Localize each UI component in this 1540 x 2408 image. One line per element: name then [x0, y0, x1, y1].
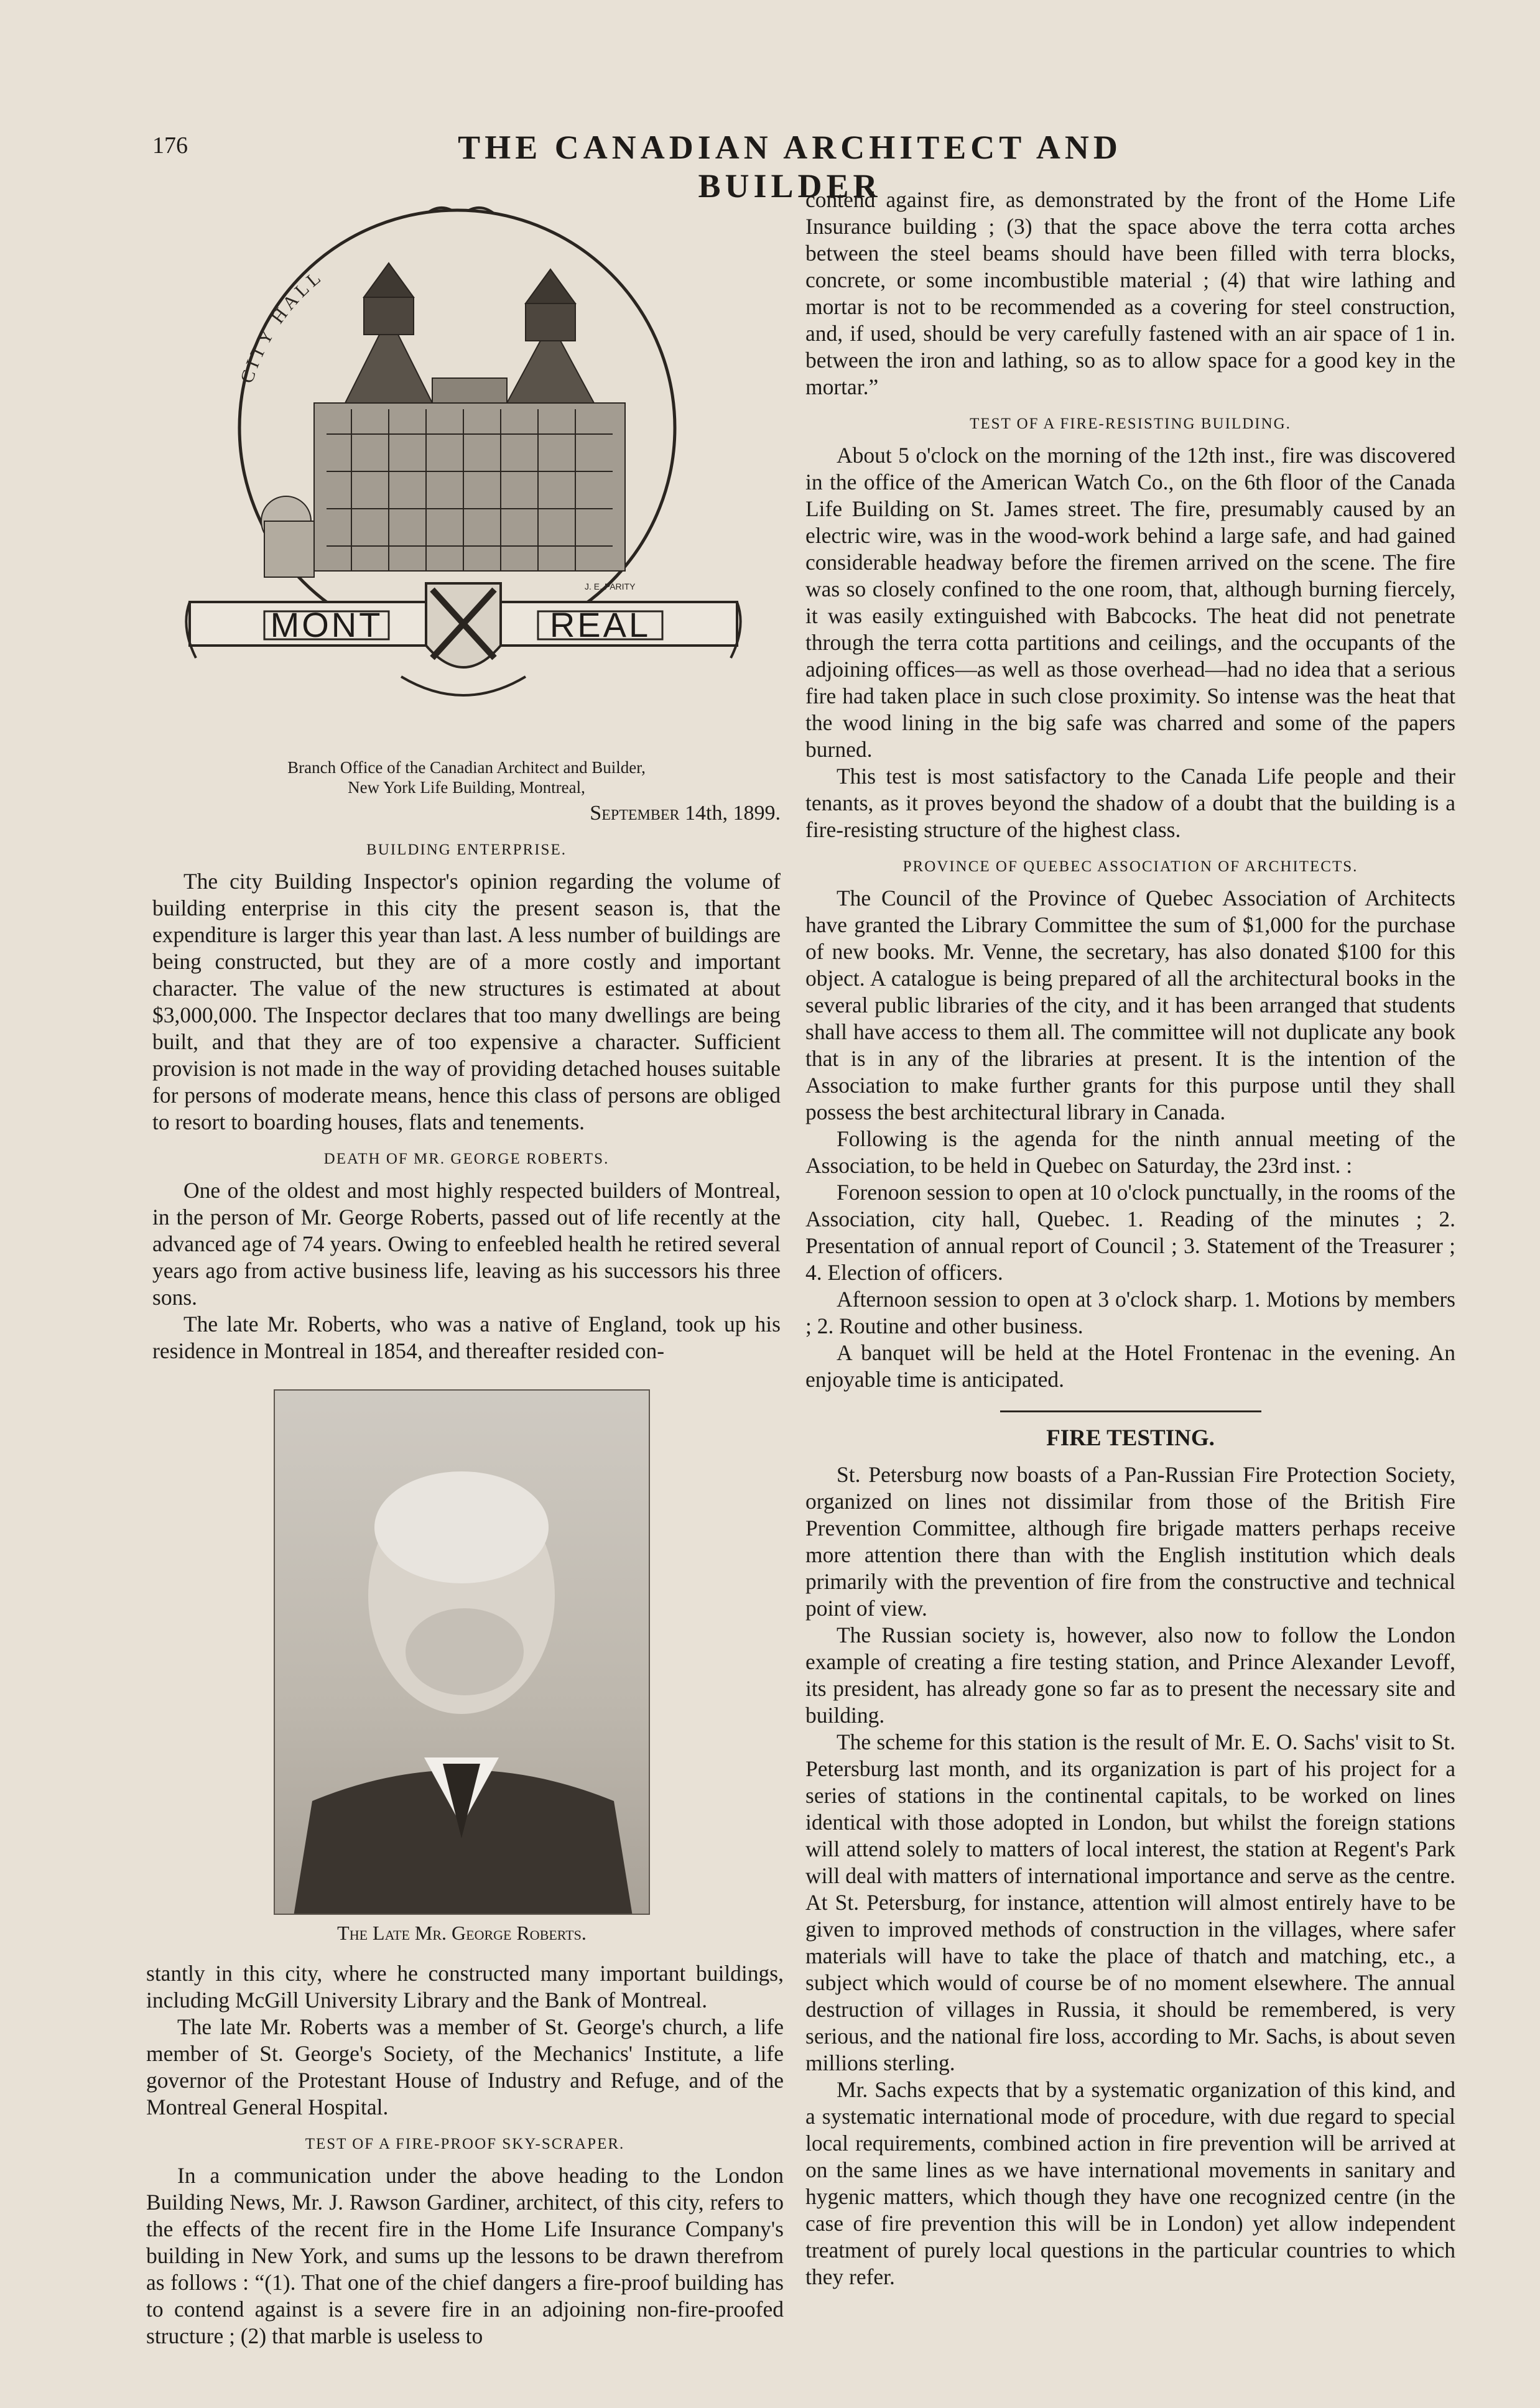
branch-office-caption-line1: Branch Office of the Canadian Architect and Builder,: [287, 758, 646, 777]
heading-fire-testing: FIRE TESTING.: [1046, 1425, 1215, 1451]
heading-quebec-association: PROVINCE OF QUEBEC ASSOCIATION OF ARCHITECTS.: [902, 858, 1358, 875]
paragraph: The Council of the Province of Quebec Association of Architects have granted the Library Committee the sum of $1,000 for the purchase of new books. Mr. Venne, the secretary, has also donated $100 for this object. A catalogue is being prepared of all the architectural books in the several public libraries of the city, and it has been arranged that students shall have access to them all. The committee will not duplicate any book that is in any of the libraries at present. It is the intention of the Association to make further grants for this purpose until they shall possess the best architectural library in Canada.: [805, 886, 1455, 1124]
heading-fire-resisting: TEST OF A FIRE-RESISTING BUILDING.: [970, 415, 1291, 432]
paragraph: One of the oldest and most highly respected builders of Montreal, in the person of Mr. George Roberts, passed out of life recently at the advanced age of 74 years. Owing to enfeebled health he retired several years ago from active business life, leaving as his successors his three sons.: [152, 1178, 781, 1310]
paragraph: In a communication under the above heading to the London Building News, Mr. J. Rawson Gardiner, architect, of this city, refers to the effects of the recent fire in the Home Life Insurance Company's building in New York, and sums up the lessons to be drawn therefrom as follows : “(1). That one of the chief dangers a fire-proof building has to contend against is a severe fire in an adjoining non-fire-proofed structure ; (2) that marble is useless to: [146, 2163, 784, 2348]
portrait-illustration: [275, 1391, 650, 1915]
left-column-upper: [152, 757, 781, 1364]
heading-building-enterprise: BUILDING ENTERPRISE.: [366, 841, 567, 858]
paragraph: contend against fire, as demonstrated by the front of the Home Life Insurance building ; (3) that the space above the terra cotta arches between the steel beams should have been filled with terra blocks, concrete, or some incombustible material ; (4) that wire lathing and mortar is not to be recommended as a covering for steel construction, and, if used, should be very carefully fastened with an air space of 1 in. between the iron and lathing, so as to allow space for a good key in the mortar.”: [805, 187, 1455, 399]
city-hall-emblem: [177, 198, 749, 745]
paragraph: This test is most satisfactory to the Canada Life people and their tenants, as it proves beyond the shadow of a doubt that the building is a fire-resisting structure of the highest class.: [805, 764, 1455, 842]
right-column: [805, 187, 1455, 2290]
paragraph: A banquet will be held at the Hotel Frontenac in the evening. An enjoyable time is anticipated.: [805, 1340, 1455, 1392]
paragraph: Mr. Sachs expects that by a systematic organization of this kind, and a systematic international mode of procedure, with due regard to special local requirements, combined action in fire prevention will be arrived at on the same lines as we have international movements in sanitary and hygenic matters, which though they have one recognized centre (in the case of fire prevention this will be in London) yet allow independent treatment of purely local questions in the particular countries to which they refer.: [805, 2077, 1455, 2289]
branch-office-caption-line2: New York Life Building, Montreal,: [348, 778, 585, 797]
portrait-caption: The Late Mr. George Roberts.: [337, 1922, 587, 1944]
heading-sky-scraper: TEST OF A FIRE-PROOF SKY-SCRAPER.: [305, 2136, 625, 2152]
paragraph: The city Building Inspector's opinion regarding the volume of building enterprise in this city the present season is, that the expenditure is larger this year than last. A less number of buildings are being constructed, but they are of a more costly and important character. The value of the new structures is estimated at about $3,000,000. The Inspector declares that too many dwellings are being built, and that they are of too expensive a character. Sufficient provision is not made in the way of providing detached houses suitable for persons of moderate means, hence this class of persons are obliged to resort to boarding houses, flats and tenements.: [152, 869, 781, 1134]
dateline: [152, 800, 781, 827]
paragraph: stantly in this city, where he constructed many important buildings, including McGill University Library and the Bank of Montreal.: [146, 1961, 784, 2012]
page-number: 176: [152, 132, 188, 159]
paragraph: St. Petersburg now boasts of a Pan-Russian Fire Protection Society, organized on lines not dissimilar from those of the British Fire Prevention Committee, although fire brigade matters perhaps receive more attention there than with the English institution which deals primarily with the prevention of fire from the constructive and technical point of view.: [805, 1462, 1455, 1621]
artist-signature: J. E. PARITY: [585, 581, 636, 591]
dateline-month: September: [590, 802, 680, 825]
paragraph: About 5 o'clock on the morning of the 12th inst., fire was discovered in the office of the American Watch Co., on the 6th floor of the Canada Life Building on St. James street. The fire, presumably caused by an electric wire, was in the wood-work behind a large safe, and had gained considerable headway before the firemen arrived on the scene. The fire was so closely confined to the one room, that, although burning fiercely, it was easily extinguished with Babcocks. The heat did not penetrate through the terra cotta partitions and ceilings, and the occupants of the adjoining offices—as well as those overhead—had no idea that a serious fire had taken place in such close proximity. So intense was the heat that the wood lining in the big safe was charred and some of the papers burned.: [805, 443, 1455, 762]
paragraph: The Russian society is, however, also now to follow the London example of creating a fire testing station, and Prince Alexander Levoff, its president, has already gone so far as to present the necessary site and building.: [805, 1623, 1455, 1728]
paragraph: The late Mr. Roberts was a member of St. George's church, a life member of St. George's Society, of the Mechanics' Institute, a life governor of the Protestant House of Industry and Refuge, and of the Montreal General Hospital.: [146, 2014, 784, 2119]
banner-left-text: MONT: [270, 605, 383, 644]
arc-label: CITY HALL: [236, 265, 328, 386]
paragraph: Afternoon session to open at 3 o'clock sharp. 1. Motions by members ; 2. Routine and other business.: [805, 1287, 1455, 1338]
masthead-title: THE CANADIAN ARCHITECT AND BUILDER: [458, 129, 1122, 205]
paragraph: The scheme for this station is the result of Mr. E. O. Sachs' visit to St. Petersburg last month, and its organization is part of his project for a series of stations in the continental capitals, to be worked on lines identical with those adopted in London, but whilst the foreign stations will attend solely to matters of local interest, the station at Regent's Park will deal with matters of international importance and serve as the centre. At St. Petersburg, for instance, attention will almost entirely have to be given to improved methods of construction in the villages, where safer materials will have to take the place of thatch and matching, etc., a subject which would of course be of no moment elsewhere. The annual destruction of villages in Russia, it should be remembered, is very serious, and the national fire loss, according to Mr. Sachs, is about seven millions sterling.: [805, 1730, 1455, 2075]
heading-death-roberts: DEATH OF MR. GEORGE ROBERTS.: [323, 1151, 610, 1167]
left-column-lower: [146, 1960, 784, 2350]
paragraph: Forenoon session to open at 10 o'clock punctually, in the rooms of the Association, city hall, Quebec. 1. Reading of the minutes ; 2. Presentation of annual report of Council ; 3. Statement of the Treasurer ; 4. Election of officers.: [805, 1180, 1455, 1285]
portrait-photo: [274, 1389, 650, 1915]
paragraph: The late Mr. Roberts, who was a native of England, took up his residence in Montreal in 1854, and thereafter resided con-: [152, 1312, 781, 1363]
banner-right-text: REAL: [549, 605, 651, 644]
paragraph: Following is the agenda for the ninth annual meeting of the Association, to be held in Quebec on Saturday, the 23rd inst. :: [805, 1126, 1455, 1178]
dateline-day-year: 14th, 1899.: [685, 802, 781, 825]
section-divider: [1000, 1410, 1261, 1412]
